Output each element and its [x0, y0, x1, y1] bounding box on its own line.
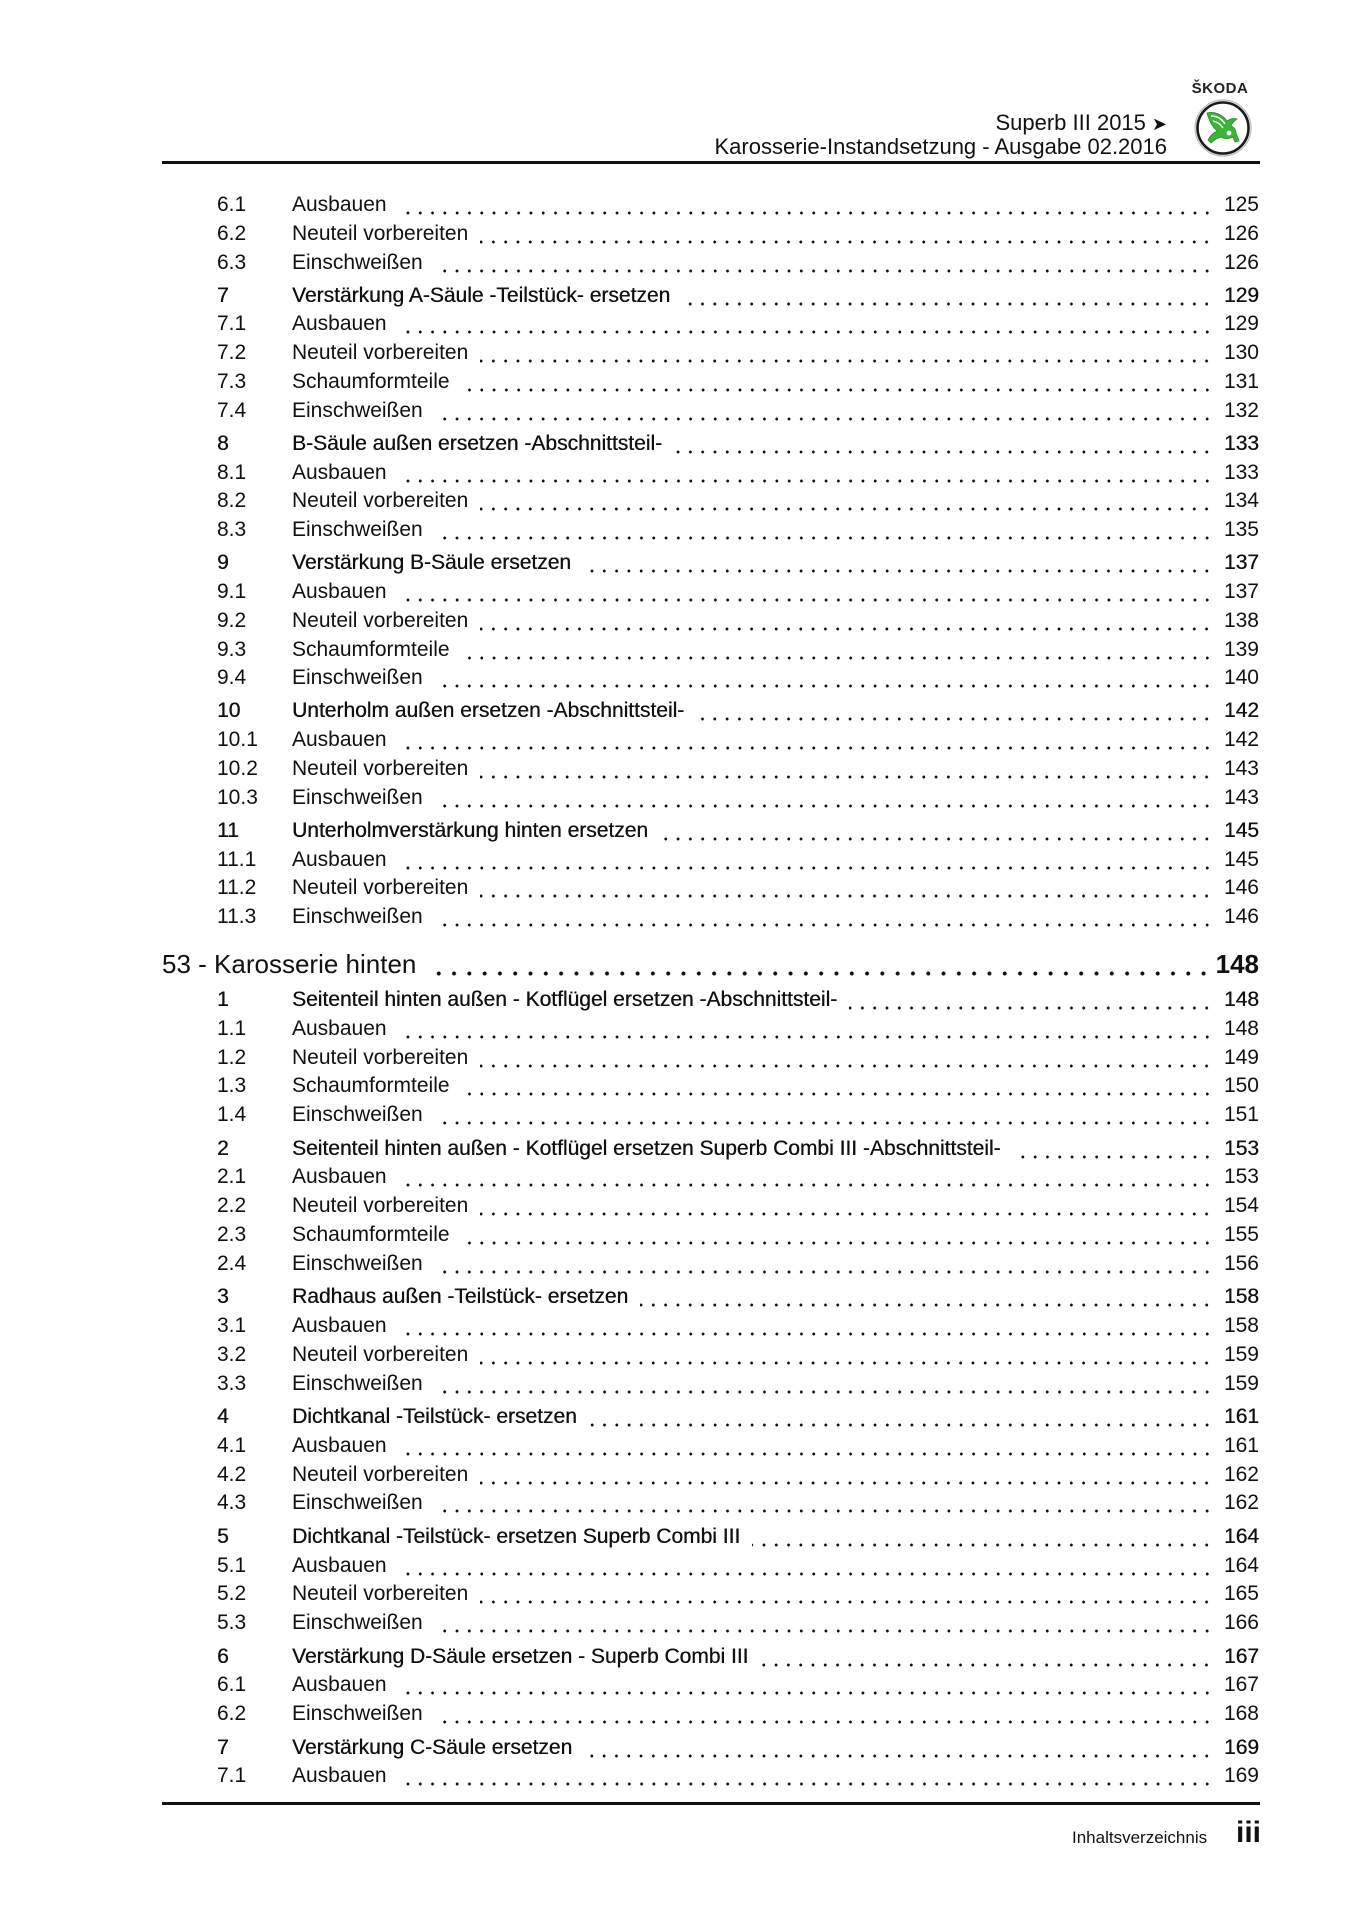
toc-section-entry[interactable]: [217, 1403, 1259, 1431]
toc-section-entry[interactable]: [217, 817, 1259, 845]
dot-leader: [399, 1762, 1213, 1790]
entry-title: Neuteil vorbereiten: [292, 608, 469, 632]
dot-leader: [399, 1312, 1213, 1340]
dot-leader: [462, 1221, 1213, 1249]
entry-title: Ausbauen: [292, 580, 387, 603]
dot-leader: [430, 947, 1211, 981]
dot-leader: [462, 636, 1213, 664]
dot-leader: [399, 1163, 1213, 1191]
entry-title: Radhaus außen -Teilstück- ersetzen: [292, 1285, 629, 1309]
entry-number: 9.4: [217, 666, 247, 690]
toc-subsection-entry[interactable]: [217, 755, 1259, 783]
entry-number: 5.1: [217, 1553, 247, 1577]
entry-page-number: 143: [1223, 785, 1259, 809]
entry-page-number: 129: [1223, 312, 1259, 336]
entry-number: 7.1: [217, 312, 247, 336]
toc-subsection-entry[interactable]: [217, 397, 1259, 425]
arrow-right-icon: ➤: [1151, 114, 1167, 134]
entry-title: Einschweißen: [292, 785, 423, 809]
entry-page-number: 161: [1223, 1433, 1259, 1457]
entry-page-number: 146: [1223, 876, 1259, 900]
toc-section-entry[interactable]: [217, 1135, 1259, 1163]
entry-page-number: 129: [1223, 283, 1259, 307]
entry-page-number: 153: [1223, 1165, 1259, 1189]
entry-page-number: 168: [1223, 1702, 1259, 1726]
entry-page-number: 151: [1223, 1103, 1259, 1127]
toc-subsection-entry[interactable]: [217, 1072, 1259, 1100]
entry-page-number: 162: [1223, 1462, 1259, 1486]
entry-title: Einschweißen: [292, 398, 423, 422]
toc-subsection-entry[interactable]: [217, 1370, 1259, 1398]
dot-leader: [435, 1700, 1213, 1728]
entry-page-number: 132: [1223, 398, 1259, 422]
entry-page-number: 133: [1223, 431, 1259, 455]
entry-page-number: 158: [1223, 1314, 1259, 1337]
header-divider: [162, 161, 1260, 164]
dot-leader: [399, 578, 1213, 606]
entry-number: 10.3: [217, 785, 258, 809]
entry-page-number: 130: [1223, 341, 1259, 365]
toc-section-entry[interactable]: [217, 549, 1259, 577]
entry-title: Ausbauen: [292, 460, 387, 484]
entry-number: 8: [217, 431, 229, 455]
entry-title: Ausbauen: [292, 312, 387, 336]
toc-subsection-entry[interactable]: [217, 784, 1259, 812]
entry-title: Neuteil vorbereiten: [292, 341, 469, 365]
entry-title: Schaumformteile: [292, 1223, 450, 1246]
entry-title: Neuteil vorbereiten: [292, 876, 469, 900]
toc-subsection-entry[interactable]: [217, 1192, 1259, 1220]
entry-number: 1: [217, 988, 229, 1011]
chapter-title: 53 - Karosserie hinten: [162, 949, 417, 979]
dot-leader: [480, 607, 1213, 635]
dot-leader: [435, 516, 1213, 544]
entry-page-number: 154: [1223, 1194, 1259, 1218]
dot-leader: [480, 1044, 1213, 1072]
entry-title: Verstärkung C-Säule ersetzen: [292, 1735, 573, 1759]
entry-title: Schaumformteile: [292, 370, 450, 393]
entry-title: Einschweißen: [292, 1371, 423, 1395]
entry-number: 3.1: [217, 1314, 247, 1337]
entry-number: 11: [217, 818, 239, 842]
entry-page-number: 166: [1223, 1611, 1259, 1635]
entry-number: 7.1: [217, 1764, 247, 1788]
entry-page-number: 150: [1223, 1074, 1259, 1098]
entry-number: 11.2: [217, 876, 257, 900]
entry-title: Einschweißen: [292, 250, 423, 274]
entry-number: 5.3: [217, 1611, 247, 1635]
toc-subsection-entry[interactable]: [217, 607, 1259, 635]
entry-title: Einschweißen: [292, 518, 423, 542]
toc-subsection-entry[interactable]: [217, 249, 1259, 277]
entry-number: 5.2: [217, 1582, 247, 1606]
entry-number: 7: [217, 283, 229, 307]
toc-subsection-entry[interactable]: [217, 1101, 1259, 1129]
dot-leader: [1013, 1135, 1213, 1163]
toc-subsection-entry[interactable]: [217, 1552, 1259, 1580]
entry-page-number: 153: [1223, 1136, 1259, 1160]
entry-page-number: 146: [1223, 905, 1259, 929]
dot-leader: [480, 220, 1213, 248]
dot-leader: [480, 1580, 1213, 1608]
toc-subsection-entry[interactable]: [217, 220, 1259, 248]
dot-leader: [480, 1341, 1213, 1369]
toc-subsection-entry[interactable]: [217, 1671, 1259, 1699]
toc-subsection-entry[interactable]: [217, 487, 1259, 515]
dot-leader: [480, 1461, 1213, 1489]
dot-leader: [480, 1192, 1213, 1220]
dot-leader: [849, 986, 1213, 1014]
entry-number: 6.3: [217, 250, 247, 274]
dot-leader: [399, 1671, 1213, 1699]
entry-page-number: 142: [1223, 699, 1259, 723]
entry-number: 10.1: [217, 728, 258, 752]
toc-subsection-entry[interactable]: [217, 516, 1259, 544]
entry-page-number: 149: [1223, 1045, 1259, 1069]
chapter-page-number: 148: [1215, 949, 1259, 979]
entry-number: 6.1: [217, 1673, 247, 1697]
toc-subsection-entry[interactable]: [217, 726, 1259, 754]
dot-leader: [399, 191, 1213, 219]
entry-page-number: 145: [1223, 847, 1259, 871]
toc-section-entry[interactable]: [217, 697, 1259, 725]
dot-leader: [660, 817, 1213, 845]
entry-title: Ausbauen: [292, 1016, 387, 1040]
dot-leader: [435, 1101, 1213, 1129]
toc-subsection-entry[interactable]: [217, 874, 1259, 902]
entry-title: Verstärkung B-Säule ersetzen: [292, 551, 571, 575]
footer-divider: [162, 1802, 1260, 1805]
toc-subsection-entry[interactable]: [217, 1432, 1259, 1460]
entry-title: Einschweißen: [292, 666, 423, 690]
dot-leader: [584, 1734, 1213, 1762]
entry-page-number: 143: [1223, 757, 1259, 780]
entry-number: 10: [217, 699, 241, 723]
entry-page-number: 134: [1223, 489, 1259, 513]
entry-number: 6: [217, 1644, 229, 1668]
entry-title: Ausbauen: [292, 1314, 387, 1337]
entry-page-number: 162: [1223, 1491, 1259, 1515]
dot-leader: [682, 282, 1213, 310]
toc-subsection-entry[interactable]: [217, 1762, 1259, 1790]
entry-number: 4.2: [217, 1462, 247, 1486]
entry-page-number: 159: [1223, 1342, 1259, 1366]
toc-subsection-entry[interactable]: [217, 1015, 1259, 1043]
toc-subsection-entry[interactable]: [217, 846, 1259, 874]
entry-number: 2: [217, 1136, 229, 1160]
entry-number: 3.2: [217, 1342, 247, 1366]
toc-subsection-entry[interactable]: [217, 1700, 1259, 1728]
entry-number: 1.4: [217, 1103, 247, 1127]
dot-leader: [752, 1523, 1213, 1551]
toc-subsection-entry[interactable]: [217, 578, 1259, 606]
entry-number: 5: [217, 1524, 229, 1548]
dot-leader: [640, 1283, 1213, 1311]
entry-page-number: 125: [1223, 193, 1259, 216]
toc-subsection-entry[interactable]: [217, 1461, 1259, 1489]
entry-number: 2.4: [217, 1251, 247, 1275]
entry-title: Dichtkanal -Teilstück- ersetzen: [292, 1405, 577, 1428]
dot-leader: [435, 1489, 1213, 1517]
entry-page-number: 148: [1223, 988, 1259, 1011]
toc-subsection-entry[interactable]: [217, 191, 1259, 219]
entry-number: 9.1: [217, 580, 247, 603]
dot-leader: [760, 1643, 1213, 1671]
entry-number: 7.4: [217, 398, 247, 422]
entry-page-number: 139: [1223, 637, 1259, 661]
entry-title: Ausbauen: [292, 1764, 387, 1788]
entry-page-number: 169: [1223, 1764, 1259, 1788]
entry-title: Ausbauen: [292, 728, 387, 752]
entry-title: Neuteil vorbereiten: [292, 1045, 469, 1069]
entry-number: 1.3: [217, 1074, 247, 1098]
toc-subsection-entry[interactable]: [217, 1221, 1259, 1249]
entry-number: 11.3: [217, 905, 257, 929]
entry-page-number: 135: [1223, 518, 1259, 542]
header-model: [995, 112, 1167, 135]
entry-page-number: 167: [1223, 1644, 1259, 1668]
toc-section-entry[interactable]: [217, 986, 1259, 1014]
entry-page-number: 137: [1223, 551, 1259, 575]
entry-title: Neuteil vorbereiten: [292, 1462, 469, 1486]
dot-leader: [674, 430, 1213, 458]
header-manual-title: Karosserie-Instandsetzung - Ausgabe 02.2016: [714, 134, 1167, 159]
dot-leader: [696, 697, 1213, 725]
entry-page-number: 131: [1223, 370, 1259, 393]
entry-page-number: 158: [1223, 1285, 1259, 1309]
entry-title: Neuteil vorbereiten: [292, 1582, 469, 1606]
entry-number: 11.1: [217, 847, 257, 871]
dot-leader: [435, 397, 1213, 425]
dot-leader: [399, 1552, 1213, 1580]
entry-number: 4.3: [217, 1491, 247, 1515]
entry-title: Einschweißen: [292, 1103, 423, 1127]
entry-title: Unterholmverstärkung hinten ersetzen: [292, 818, 649, 842]
entry-title: B-Säule außen ersetzen -Abschnittsteil-: [292, 431, 663, 455]
entry-title: Seitenteil hinten außen - Kotflügel ersetzen -Abschnittsteil-: [292, 988, 838, 1011]
dot-leader: [435, 1250, 1213, 1278]
dot-leader: [462, 368, 1213, 396]
toc-section-entry[interactable]: [217, 1734, 1259, 1762]
entry-number: 7.2: [217, 341, 247, 365]
dot-leader: [399, 846, 1213, 874]
dot-leader: [435, 664, 1213, 692]
entry-number: 1.1: [217, 1016, 247, 1040]
toc-subsection-entry[interactable]: [217, 1312, 1259, 1340]
entry-number: 3.3: [217, 1371, 247, 1395]
toc-subsection-entry[interactable]: [217, 368, 1259, 396]
entry-page-number: 145: [1223, 818, 1259, 842]
entry-page-number: 138: [1223, 608, 1259, 632]
entry-title: Neuteil vorbereiten: [292, 489, 469, 513]
dot-leader: [399, 459, 1213, 487]
entry-page-number: 137: [1223, 580, 1259, 603]
toc-subsection-entry[interactable]: [217, 636, 1259, 664]
dot-leader: [589, 1403, 1213, 1431]
entry-title: Ausbauen: [292, 847, 387, 871]
toc-subsection-entry[interactable]: [217, 1250, 1259, 1278]
dot-leader: [435, 903, 1213, 931]
entry-title: Schaumformteile: [292, 1074, 450, 1098]
entry-title: Unterholm außen ersetzen -Abschnittsteil-: [292, 699, 685, 723]
entry-number: 9: [217, 551, 229, 575]
entry-title: Ausbauen: [292, 1553, 387, 1577]
entry-number: 9.3: [217, 637, 247, 661]
entry-page-number: 164: [1223, 1553, 1259, 1577]
toc-subsection-entry[interactable]: [217, 664, 1259, 692]
dot-leader: [480, 487, 1213, 515]
entry-number: 3: [217, 1285, 229, 1309]
dot-leader: [399, 310, 1213, 338]
entry-page-number: 164: [1223, 1524, 1259, 1548]
entry-number: 4: [217, 1405, 229, 1428]
entry-page-number: 133: [1223, 460, 1259, 484]
entry-page-number: 148: [1223, 1016, 1259, 1040]
entry-title: Ausbauen: [292, 1165, 387, 1189]
entry-title: Ausbauen: [292, 1433, 387, 1457]
entry-number: 7: [217, 1735, 229, 1759]
entry-number: 8.2: [217, 489, 247, 513]
toc-section-entry[interactable]: [217, 1523, 1259, 1551]
entry-page-number: 140: [1223, 666, 1259, 690]
toc-subsection-entry[interactable]: [217, 1489, 1259, 1517]
entry-number: 6.2: [217, 221, 247, 245]
toc-subsection-entry[interactable]: [217, 1609, 1259, 1637]
entry-page-number: 169: [1223, 1735, 1259, 1759]
entry-page-number: 165: [1223, 1582, 1259, 1606]
entry-title: Neuteil vorbereiten: [292, 221, 469, 245]
entry-number: 8.1: [217, 460, 247, 484]
entry-number: 1.2: [217, 1045, 247, 1069]
entry-page-number: 126: [1223, 250, 1259, 274]
entry-number: 6.1: [217, 193, 247, 216]
entry-title: Verstärkung D-Säule ersetzen - Superb Combi III: [292, 1644, 749, 1668]
entry-page-number: 167: [1223, 1673, 1259, 1697]
footer-section-label: Inhaltsverzeichnis: [1072, 1828, 1208, 1847]
entry-title: Einschweißen: [292, 905, 423, 929]
entry-page-number: 142: [1223, 728, 1259, 752]
entry-title: Ausbauen: [292, 193, 387, 216]
entry-number: 2.2: [217, 1194, 247, 1218]
dot-leader: [462, 1072, 1213, 1100]
toc-subsection-entry[interactable]: [217, 459, 1259, 487]
toc-subsection-entry[interactable]: [217, 1163, 1259, 1191]
toc-subsection-entry[interactable]: [217, 1341, 1259, 1369]
dot-leader: [435, 784, 1213, 812]
entry-number: 6.2: [217, 1702, 247, 1726]
dot-leader: [399, 1015, 1213, 1043]
toc-subsection-entry[interactable]: [217, 339, 1259, 367]
dot-leader: [480, 755, 1213, 783]
dot-leader: [480, 874, 1213, 902]
entry-number: 7.3: [217, 370, 247, 393]
entry-page-number: 126: [1223, 221, 1259, 245]
entry-title: Neuteil vorbereiten: [292, 1342, 469, 1366]
entry-number: 2.1: [217, 1165, 247, 1189]
entry-page-number: 159: [1223, 1371, 1259, 1395]
entry-title: Verstärkung A-Säule -Teilstück- ersetzen: [292, 283, 671, 307]
entry-title: Seitenteil hinten außen - Kotflügel ersetzen Superb Combi III -Abschnittsteil-: [292, 1136, 1001, 1160]
toc-subsection-entry[interactable]: [217, 310, 1259, 338]
entry-title: Einschweißen: [292, 1611, 423, 1635]
entry-title: Einschweißen: [292, 1491, 423, 1515]
dot-leader: [480, 339, 1213, 367]
brand-wordmark: ŠKODA: [1191, 80, 1249, 97]
toc-section-entry[interactable]: [217, 1283, 1259, 1311]
toc-subsection-entry[interactable]: [217, 903, 1259, 931]
toc-section-entry[interactable]: [217, 282, 1259, 310]
dot-leader: [399, 726, 1213, 754]
model-label: Superb III 2015: [995, 110, 1146, 135]
entry-title: Neuteil vorbereiten: [292, 757, 469, 780]
entry-title: Schaumformteile: [292, 637, 450, 661]
dot-leader: [435, 1370, 1213, 1398]
dot-leader: [435, 1609, 1213, 1637]
entry-title: Ausbauen: [292, 1673, 387, 1697]
toc-subsection-entry[interactable]: [217, 1580, 1259, 1608]
toc-subsection-entry[interactable]: [217, 1044, 1259, 1072]
dot-leader: [435, 249, 1213, 277]
entry-page-number: 161: [1223, 1405, 1259, 1428]
toc-section-entry[interactable]: [217, 430, 1259, 458]
entry-number: 4.1: [217, 1433, 247, 1457]
entry-title: Einschweißen: [292, 1251, 423, 1275]
entry-title: Einschweißen: [292, 1702, 423, 1726]
entry-page-number: 156: [1223, 1251, 1259, 1275]
entry-number: 10.2: [217, 757, 258, 780]
entry-page-number: 155: [1223, 1223, 1259, 1246]
toc-section-entry[interactable]: [217, 1643, 1259, 1671]
entry-title: Neuteil vorbereiten: [292, 1194, 469, 1218]
dot-leader: [583, 549, 1213, 577]
entry-number: 9.2: [217, 608, 247, 632]
skoda-logo-icon: [1193, 97, 1253, 159]
entry-number: 2.3: [217, 1223, 247, 1246]
toc-chapter-entry[interactable]: [162, 947, 1259, 981]
entry-number: 8.3: [217, 518, 247, 542]
entry-title: Dichtkanal -Teilstück- ersetzen Superb Combi III: [292, 1524, 741, 1548]
dot-leader: [399, 1432, 1213, 1460]
footer-page-number: iii: [1236, 1816, 1262, 1849]
